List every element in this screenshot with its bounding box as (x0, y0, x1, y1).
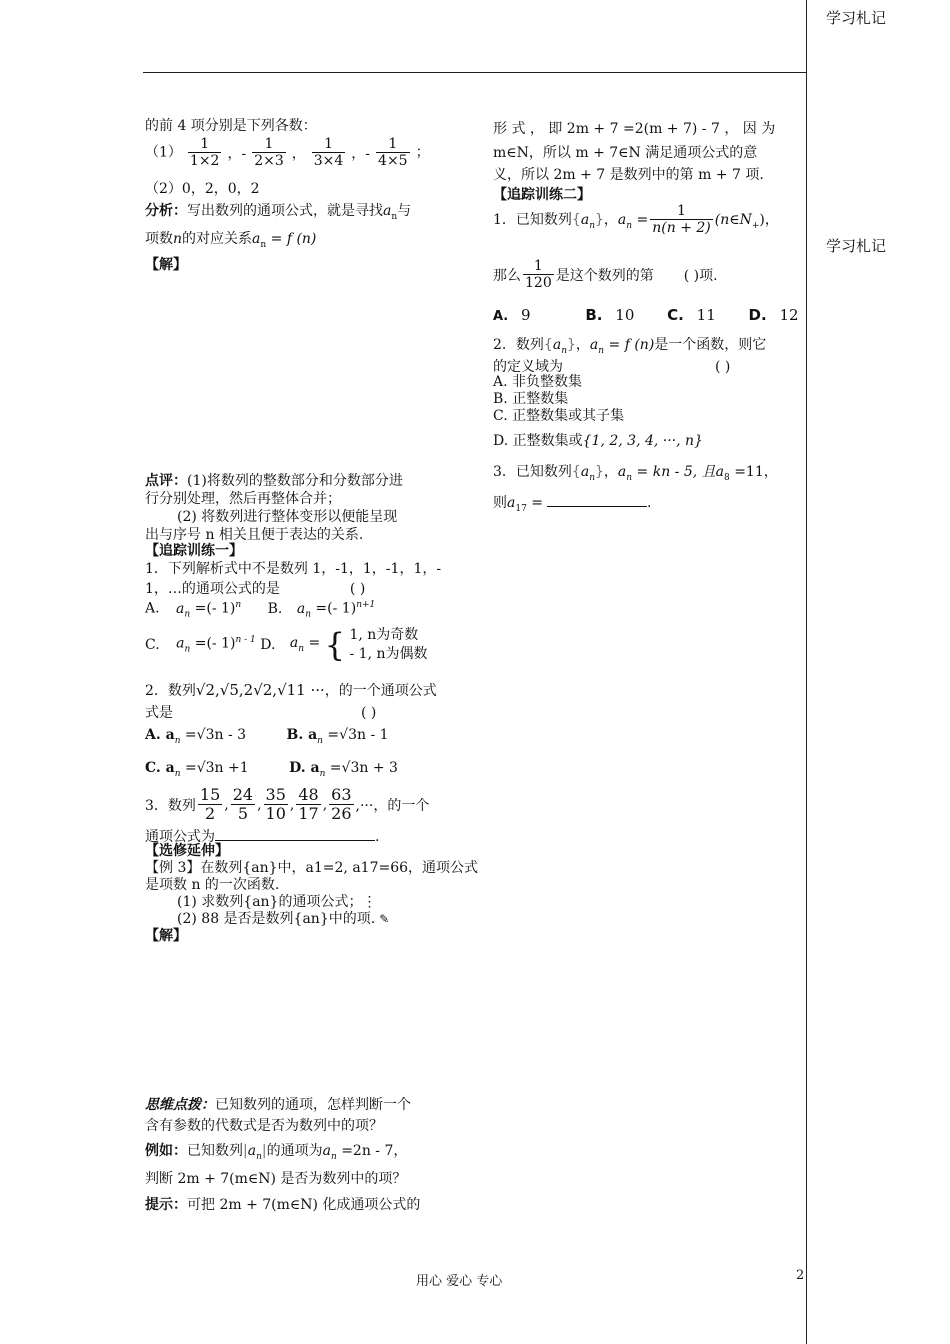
extension-block (145, 843, 478, 945)
r-q3-a8: a (715, 464, 725, 480)
q3-end: . (375, 829, 380, 845)
right-line2: m∈N，所以 m + 7∈N 满足通项公式的意 (493, 145, 758, 161)
q2-line2 (145, 702, 376, 722)
r-q2-stem: 2．数列 (493, 337, 544, 353)
intro-line: 的前 4 项分别是下列各数： (145, 118, 317, 134)
solve-label-1: 【解】 (145, 257, 187, 273)
analysis-line2 (145, 228, 316, 250)
q3-num: 24 (232, 785, 254, 804)
q1-stem: 1，…的通项公式的是 (145, 581, 280, 597)
r-q1-an: a (580, 211, 590, 228)
q2-options-cd: C. $a_n =√3n +1$ D. $a_n =√3n + 3$ (145, 760, 398, 779)
r-q1-line2c: 项. (699, 267, 718, 284)
item1-label: （1） (145, 144, 182, 161)
hint-line (145, 1194, 420, 1214)
r-q3-line1: 3．已知数列$\{a_n\}$，$a_n$ = kn - 5, 且$a_8 =11$， (493, 464, 778, 483)
q3-num: 63 (331, 785, 352, 804)
ex3-q2: (2) 88 是否是数列{an}中的项. (177, 911, 376, 927)
r-q2-opt-d-set: {1, 2, 3, 4, ···, n} (582, 433, 703, 449)
right-line3: 义，所以 2m + 7 是数列中的第 m + 7 项. (493, 167, 764, 183)
q1-d-label: D. (260, 636, 276, 653)
r-q1-opt-a: 9 (521, 306, 531, 324)
analysis-line2b: 的对应关系 (182, 231, 253, 247)
eg-text1: 已知数列 (187, 1143, 243, 1159)
q3-fraction (231, 786, 255, 824)
q3-separator: , (289, 796, 295, 813)
q2-options-ab: A. $a_n =√3n - 3$ B. $a_n =√3n - 1$ (145, 727, 389, 746)
item1-den: 4×5 (378, 153, 408, 170)
track1-title: 【追踪训练一】 (145, 543, 243, 559)
q1-d-case2: - 1, n为偶数 (349, 645, 428, 662)
q1-c-rest: =(- 1) (190, 635, 236, 652)
r-q3-stem: 3．已知数列 (493, 464, 572, 480)
side-note-middle: 学习札记 (826, 237, 887, 255)
r-q1-paren: ( ) (683, 267, 700, 284)
r-q3-a8-sub: 8 (724, 472, 730, 483)
q3-fraction (264, 786, 288, 824)
r-q3-a17-sub: 17 (515, 503, 527, 514)
r-q3-rest: = kn - 5, 且 (632, 464, 716, 480)
hint-text: 可把 2m + 7(m∈N) 化成通项公式的 (187, 1197, 421, 1213)
q3-separator: , (322, 796, 328, 813)
r-q1-opt-d-label: D. (748, 306, 767, 324)
q2-d-rest: =√3n + 3 (325, 760, 398, 776)
r-q1-opt-d: 12 (779, 306, 799, 324)
item2-line: （2）0，2，0，2 (145, 181, 260, 197)
eg-label: 例如： (145, 1143, 187, 1159)
q1-a-an: a (176, 600, 185, 617)
q2-stem: 2．数列 (145, 683, 196, 699)
q1-line2 (145, 578, 365, 598)
q1-b-rest: =(- 1) (310, 600, 357, 617)
q2-b: B. a (286, 727, 318, 743)
r-q1-line2b: 是这个数列的第 (555, 267, 654, 284)
q3-separator: , (224, 796, 229, 813)
q2-c-rest: =√3n +1 (180, 760, 249, 776)
side-note-top: 学习札记 (826, 9, 887, 27)
r-q2-opt-d-row (493, 430, 703, 450)
review-line4: 出与序号 n 相关且便于表达的关系. (145, 527, 364, 543)
q1-a-rest: =(- 1) (190, 600, 236, 617)
q1-d-brace: { (324, 625, 346, 664)
q3-fractions (196, 785, 356, 824)
ex3-solve: 【解】 (145, 928, 187, 944)
analysis-formula: a (252, 231, 261, 247)
item1-fraction (252, 136, 286, 169)
q3-line2-text: 通项公式为 (145, 829, 215, 845)
r-q1-frac-num: 1 (523, 258, 554, 275)
q1-d-eq: = (304, 635, 321, 652)
hint-label: 提示： (145, 1197, 187, 1213)
q2-a-rest: =√3n - 3 (180, 727, 247, 743)
item1-den: 1×2 (189, 153, 220, 170)
analysis-label: 分析： (145, 203, 187, 219)
r-q2-line2 (493, 356, 730, 376)
item1-num: 1 (188, 136, 222, 153)
ex3-q2-row (145, 911, 478, 928)
track2-title: 【追踪训练二】 (493, 187, 591, 203)
item1-sign: ， (291, 145, 306, 162)
item1-num: 1 (312, 136, 346, 153)
r-q2-line2-text: 的定义域为 (493, 359, 563, 375)
q1-d-an: a (289, 635, 299, 652)
r-q3-a17: a (507, 495, 516, 511)
footer-text: 用心 爱心 专心 (416, 1274, 503, 1289)
think-line1 (145, 1094, 411, 1114)
r-q2-an2: a (589, 337, 599, 353)
r-q2-options (493, 374, 624, 425)
r-q1-frac-den: 120 (525, 275, 552, 292)
item1-fraction (188, 136, 222, 169)
pen-mark-icon: ✎ (379, 912, 390, 926)
r-q1-tail-end: )， (759, 211, 779, 228)
r-q1-fraction (650, 203, 713, 236)
r-q1-line2a: 那么 (493, 267, 521, 284)
q1-b-label: B. (267, 600, 283, 617)
right-line1: 形 式 ， 即 2m + 7 =2(m + 7) - 7 ， 因 为 (493, 121, 776, 137)
analysis-text2: 与 (397, 203, 412, 219)
item1-den: 2×3 (254, 153, 284, 170)
analysis-line2a: 项数 (145, 231, 173, 247)
q1-c-label: C. (145, 636, 160, 653)
q2-stem-end: ，的一个通项公式 (324, 683, 437, 699)
q1-b-an: a (296, 600, 306, 617)
q2-paren: ( ) (361, 705, 377, 721)
item1-den: 3×4 (313, 153, 344, 170)
eg-formula-rest: =2n - 7 (336, 1143, 394, 1159)
r-q1-opt-c: 11 (696, 306, 716, 324)
ex3-line1: 【例 3】在数列{an}中，a1=2, a17=66，通项公式 (145, 860, 479, 876)
q3-answer-blank[interactable] (215, 840, 375, 841)
q1-paren: ( ) (349, 581, 366, 597)
q3-fraction (296, 786, 320, 824)
q2-a: A. a (145, 727, 175, 743)
analysis-n: n (173, 231, 183, 247)
item1-num: 1 (376, 136, 410, 153)
r-q1-tail-sub: + (751, 220, 760, 231)
q3-num: 15 (199, 785, 221, 804)
q3-tail: ,···，的一个 (355, 797, 430, 814)
eg-end: ， (393, 1143, 408, 1159)
r-q3-answer-blank[interactable] (547, 506, 647, 507)
q3-den: 2 (205, 804, 216, 824)
q3-line1 (145, 786, 429, 824)
item1-sign: ，- (351, 145, 371, 162)
review-line1: (1)将数列的整数部分和分数部分进 (187, 473, 403, 489)
r-q2-opt-b: B. 正整数集 (493, 391, 569, 407)
r-q3-end: . (647, 495, 652, 511)
r-q3-comma: ， (603, 464, 618, 480)
q1-a-label: A. (145, 600, 160, 617)
q2-line2-text: 式是 (145, 705, 173, 721)
q1-options-cd: C. $a_n$ =(- 1)$^{n - 1}$ D. $a_n$ = { 1, n为奇数 - 1, n为偶数 (145, 625, 428, 664)
item1-fraction (376, 136, 410, 169)
item1-fraction (312, 136, 346, 169)
review-block (145, 472, 403, 544)
analysis-line1 (145, 200, 411, 222)
r-q1-comma: ， (603, 211, 618, 228)
q3-fraction (198, 786, 222, 824)
r-q1-den: n(n + 2) (652, 220, 711, 237)
r-q2-line1-end: 是一个函数，则它 (654, 337, 767, 353)
r-q3-line2 (493, 492, 651, 514)
item1-sign: ，- (227, 145, 247, 162)
r-q2-opt-a: A. 非负整数集 (493, 374, 583, 390)
q3-label: 3．数列 (145, 797, 196, 814)
r-q3-line2a: 则 (493, 495, 507, 511)
r-q3-an2: a (617, 464, 627, 480)
review-line3: (2) 将数列进行整体变形以便能呈现 (177, 509, 398, 525)
q2-d: D. a (289, 760, 320, 776)
analysis-an: a (383, 203, 392, 219)
q3-num: 35 (265, 785, 286, 804)
q1-c-an: a (176, 635, 185, 652)
r-q1-opt-c-label: C. (667, 306, 684, 324)
item1-line (145, 136, 430, 169)
eg-formula: a (322, 1143, 331, 1159)
q1-d-cases (349, 626, 427, 664)
review-line2: 行分别处理，然后再整体合并； (145, 491, 341, 507)
review-label: 点评： (145, 473, 187, 489)
r-q1-opt-a-label: A. (493, 309, 509, 324)
r-q1-line1: 1．已知数列$\{a_n\}$，$a_n$ = $\frac{1}{n(n + 2)}$ $(n\in N_+)$， (493, 203, 779, 237)
ex3-q1: (1) 求数列{an}的通项公式；⋮ (177, 894, 377, 910)
page-number: 2 (796, 1268, 805, 1283)
item1-num: 1 (252, 136, 286, 153)
q1-c-sup: n - 1 (235, 635, 256, 646)
q3-den: 5 (237, 804, 248, 824)
r-q2-opt-c: C. 正整数集或其子集 (493, 408, 625, 424)
q3-den: 26 (331, 804, 352, 824)
think-label: 思维点拨： (145, 1097, 215, 1113)
think-text1: 已知数列的通项，怎样判断一个 (215, 1097, 411, 1113)
r-q1-tail: (n∈N (714, 211, 752, 228)
r-q1-opt-b-label: B. (585, 306, 603, 324)
r-q1-num: 1 (650, 203, 713, 220)
q3-fraction (329, 786, 353, 824)
ext-title: 【选修延伸】 (145, 843, 229, 859)
r-q3-eq: =11， (729, 464, 778, 480)
eg-an: a (247, 1143, 257, 1159)
think-line2: 含有参数的代数式是否为数列中的项？ (145, 1118, 383, 1134)
q2-b-rest: =√3n - 1 (322, 727, 389, 743)
r-q2-an: a (552, 337, 562, 353)
eg-line1: 例如：已知数列$|a_n|$的通项为$a_n =2n - 7$， (145, 1143, 408, 1162)
eg-line2: 判断 2m + 7(m∈N) 是否为数列中的项？ (145, 1171, 407, 1187)
q3-num: 48 (298, 785, 319, 804)
q1-d-case1: 1, n为奇数 (349, 627, 419, 643)
q1-options-ab: A. $a_n$ =(- 1)$^n$ B. $a_n$ =(- 1)$^{n+1}$ (145, 600, 376, 620)
r-q1-frac120 (523, 258, 554, 291)
r-q3-line2b: = (526, 495, 543, 511)
r-q1-stem: 1．已知数列 (493, 211, 572, 228)
r-q1-eq: = (632, 211, 649, 228)
ex3-line2: 是项数 n 的一次函数. (145, 877, 280, 893)
r-q1-an2: a (617, 211, 627, 228)
q2-line1 (145, 680, 437, 700)
r-q1-opt-b: 10 (615, 306, 635, 324)
r-q2-opt-d: D. 正整数集或 (493, 433, 583, 449)
analysis-formula-rest: = f (n) (266, 231, 317, 247)
analysis-sub: n (391, 211, 398, 222)
header-rule (143, 72, 807, 73)
analysis-formula-sub: n (260, 239, 267, 250)
q2-sequence: √2,√5,2√2,√11 ··· (195, 681, 325, 699)
r-q1-line2 (493, 258, 718, 291)
q3-den: 17 (298, 804, 319, 824)
q1-line1: 1．下列解析式中不是数列 1，-1，1，-1，1，- (145, 561, 442, 577)
margin-divider (806, 0, 807, 1344)
r-q2-rest: = f (n) (604, 337, 655, 353)
q3-den: 10 (265, 804, 286, 824)
analysis-text: 写出数列的通项公式，就是寻找 (187, 203, 383, 219)
r-q3-an: a (580, 464, 590, 480)
r-q1-options (493, 306, 799, 324)
q3-separator: , (257, 796, 262, 813)
r-q2-comma: ， (575, 337, 590, 353)
item1-end: ； (415, 144, 430, 161)
q1-a-sup: n (235, 600, 242, 610)
eg-mid: 的通项为 (266, 1143, 323, 1159)
r-q2-paren: ( ) (715, 359, 731, 375)
q1-b-sup: n+1 (356, 600, 376, 610)
r-q2-line1: 2．数列$\{a_n\}$，$a_n = f$ (n)是一个函数，则它 (493, 337, 767, 356)
q2-c: C. a (145, 760, 175, 776)
